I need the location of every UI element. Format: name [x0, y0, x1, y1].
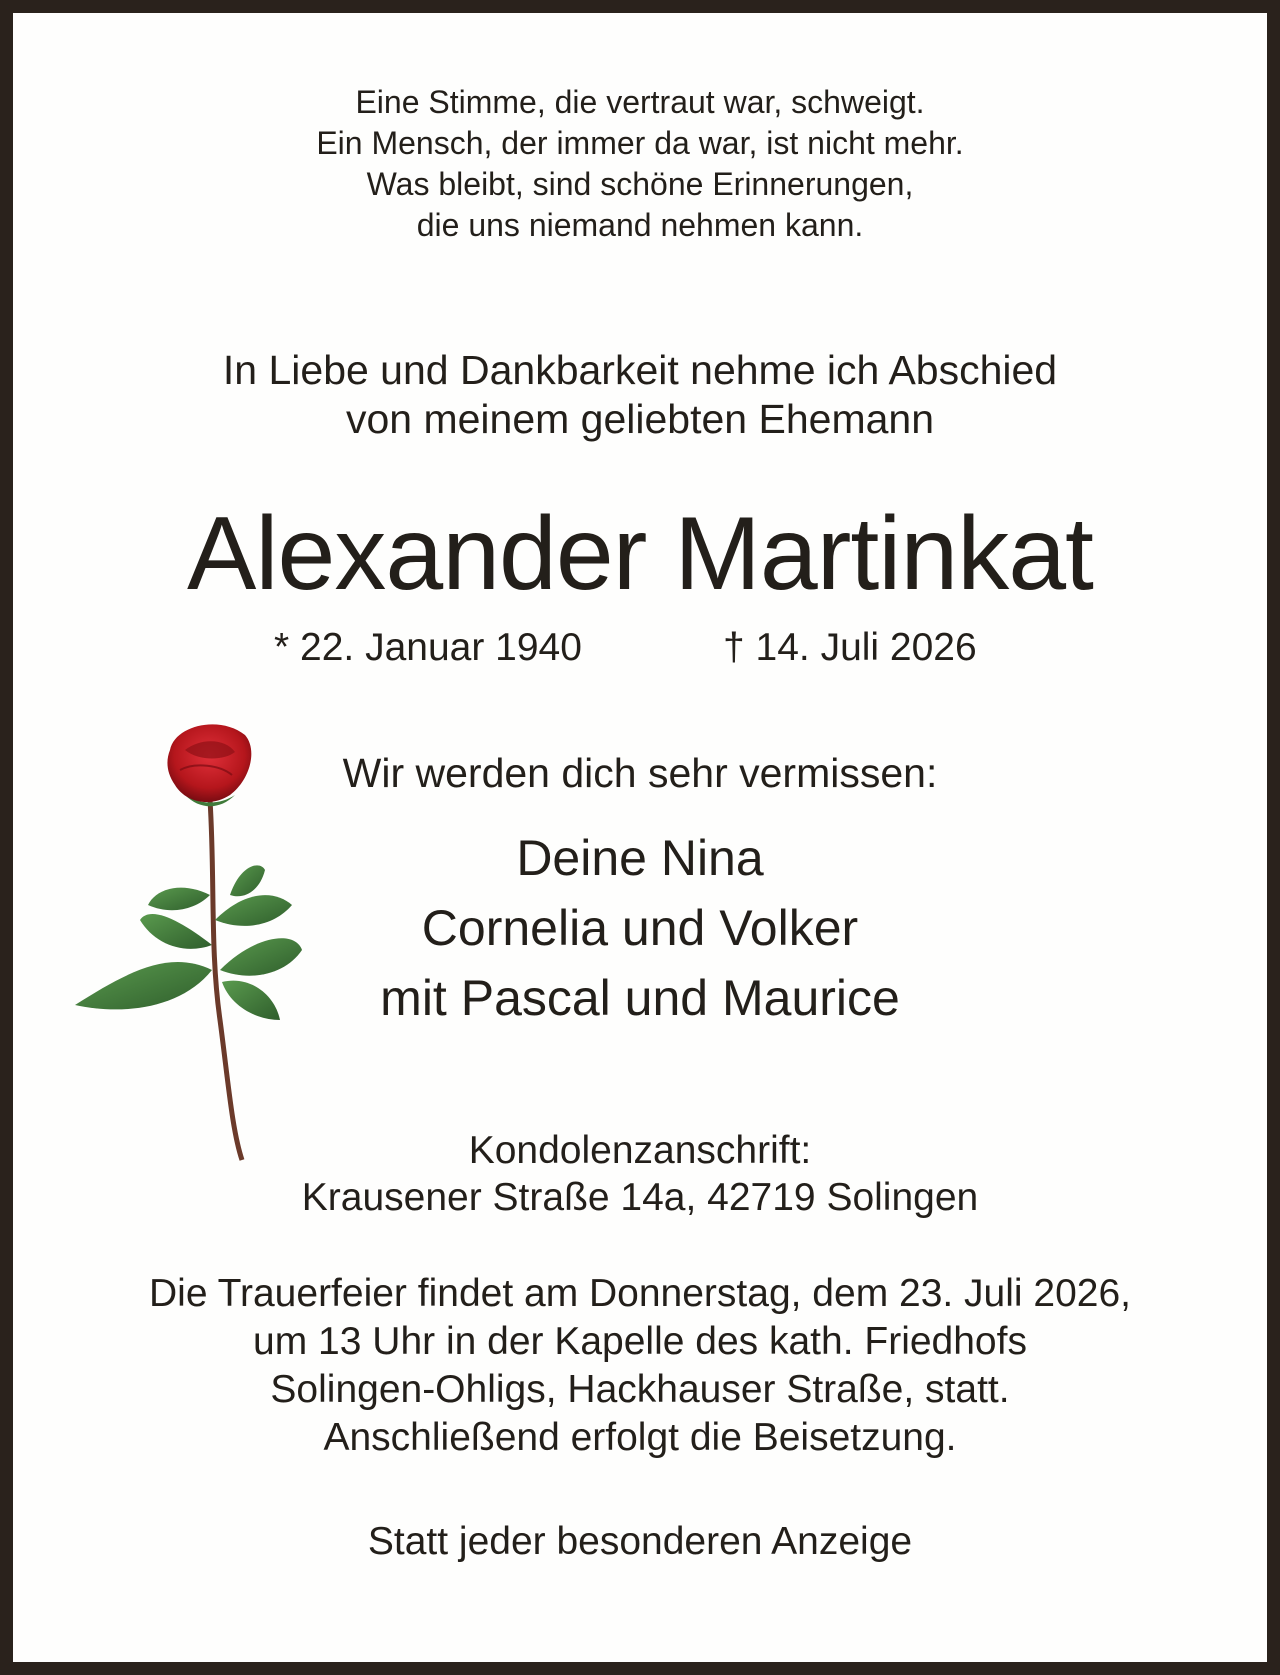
mourner-line: Cornelia und Volker [421, 900, 859, 956]
service-line: Solingen-Ohligs, Hackhauser Straße, statt. [270, 1368, 1010, 1411]
address-line: Krausener Straße 14a, 42719 Solingen [301, 1176, 979, 1219]
service-line: um 13 Uhr in der Kapelle des kath. Friedhofs [253, 1320, 1027, 1363]
condolence-address [0, 1127, 1280, 1221]
verse-line: Eine Stimme, die vertraut war, schweigt. [355, 84, 925, 120]
service-line: Anschließend erfolgt die Beisetzung. [323, 1416, 957, 1459]
address-label: Kondolenzanschrift: [468, 1129, 812, 1172]
miss-line: Wir werden dich sehr vermissen: [342, 750, 938, 796]
death-date: † 14. Juli 2026 [723, 626, 977, 669]
verse-line: Ein Mensch, der immer da war, ist nicht mehr. [316, 125, 964, 161]
mourner-line: Deine Nina [516, 830, 764, 886]
farewell-intro [0, 346, 1280, 444]
deceased-name: Alexander Martinkat [187, 496, 1093, 612]
intro-line: In Liebe und Dankbarkeit nehme ich Abschied [222, 347, 1058, 393]
birth-date: * 22. Januar 1940 [274, 626, 582, 669]
mourners [0, 823, 1280, 1033]
verse-line: die uns niemand nehmen kann. [416, 207, 864, 243]
verse [0, 82, 1280, 246]
mourner-line: mit Pascal und Maurice [380, 970, 900, 1026]
intro-line: von meinem geliebten Ehemann [345, 396, 935, 442]
service-line: Die Trauerfeier findet am Donnerstag, dem 23. Juli 2026, [148, 1272, 1132, 1315]
funeral-service-info [0, 1270, 1280, 1462]
notice-footer: Statt jeder besonderen Anzeige [367, 1520, 913, 1563]
verse-line: Was bleibt, sind schöne Erinnerungen, [366, 166, 914, 202]
